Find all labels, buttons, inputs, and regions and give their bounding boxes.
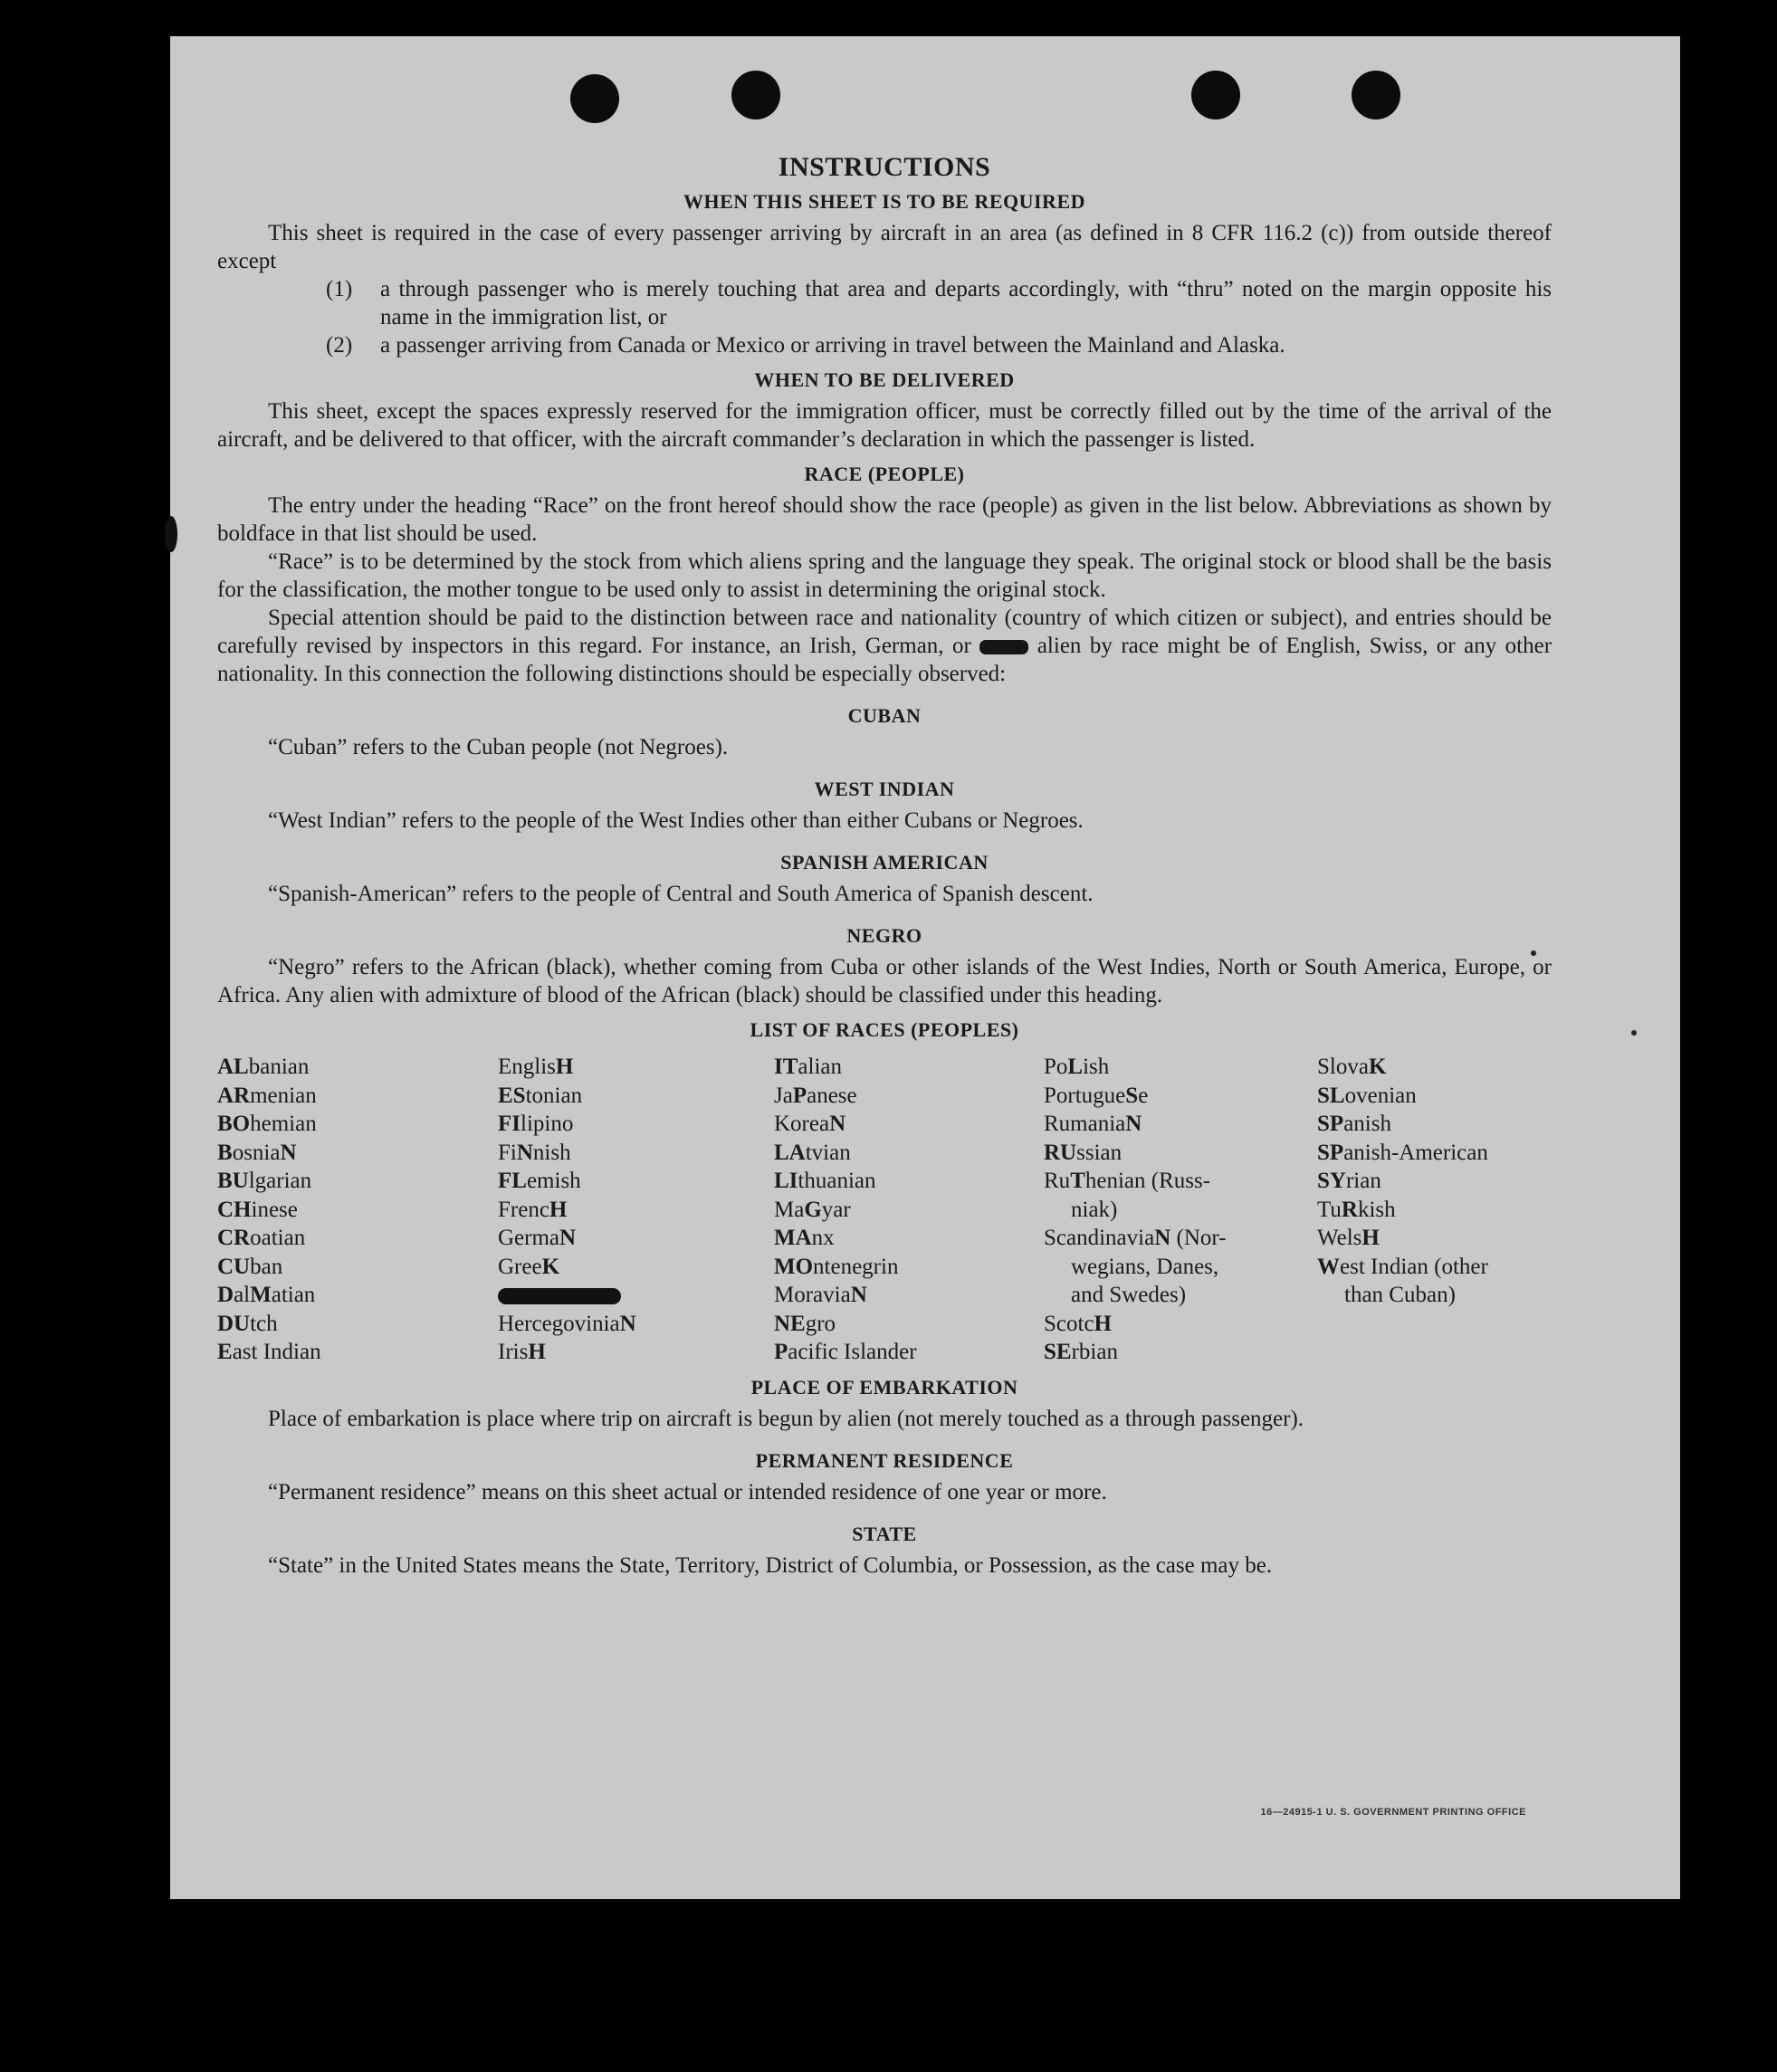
punch-hole	[1352, 71, 1400, 119]
punch-hole	[1191, 71, 1240, 119]
race-entry	[1044, 1082, 1317, 1111]
race-entry	[1317, 1196, 1552, 1225]
race-text: Tu	[1317, 1197, 1342, 1222]
race-text: and Swedes)	[1071, 1283, 1187, 1307]
race-text: rian	[1345, 1169, 1381, 1193]
races-column	[498, 1053, 774, 1367]
section-heading: WEST INDIAN	[814, 778, 955, 800]
race-abbrev: AR	[217, 1083, 251, 1108]
race-text: kish	[1357, 1197, 1396, 1222]
document-sheet	[170, 36, 1680, 1899]
race-text: est Indian (other	[1340, 1254, 1488, 1279]
speck	[165, 516, 177, 552]
race-abbrev: CH	[217, 1197, 252, 1222]
race-abbrev: H	[528, 1340, 546, 1364]
race-abbrev: NE	[774, 1311, 806, 1336]
punch-hole	[570, 74, 619, 123]
race-entry	[1044, 1310, 1317, 1339]
race-text: e	[1138, 1083, 1149, 1108]
paragraph: This sheet, except the spaces expressly reserved for the immigration officer, must be correctly filled out by the time of the arrival of the aircraft, and be delivered to that officer, with the aircraft commander’s declaration in which the passenger is listed.	[217, 399, 1552, 452]
speck	[1631, 1030, 1637, 1036]
race-text: menian	[250, 1083, 317, 1108]
race-text: alian	[798, 1055, 842, 1079]
race-text: banian	[248, 1055, 310, 1079]
race-abbrev: L	[1067, 1055, 1084, 1079]
race-entry	[1044, 1053, 1317, 1082]
race-abbrev: FL	[498, 1169, 527, 1193]
race-text: lgarian	[248, 1169, 312, 1193]
section-heading: WHEN THIS SHEET IS TO BE REQUIRED	[683, 190, 1086, 213]
race-abbrev: AL	[217, 1055, 249, 1079]
race-text: gro	[805, 1311, 836, 1336]
race-entry	[217, 1082, 498, 1111]
race-text: atian	[271, 1283, 316, 1307]
race-text: Germa	[498, 1226, 560, 1250]
race-abbrev: CR	[217, 1226, 251, 1250]
race-abbrev: DU	[217, 1311, 251, 1336]
race-entry	[498, 1139, 774, 1168]
race-text: wegians, Danes,	[1071, 1254, 1219, 1279]
race-abbrev: H	[1094, 1311, 1112, 1336]
race-abbrev: LA	[774, 1140, 806, 1165]
race-entry	[498, 1310, 774, 1339]
race-text: acific Islander	[788, 1340, 917, 1364]
race-entry	[498, 1281, 774, 1310]
race-entry	[774, 1082, 1044, 1111]
race-abbrev: BU	[217, 1169, 249, 1193]
paragraph	[217, 604, 1552, 688]
race-text: ntenegrin	[813, 1254, 899, 1279]
race-entry	[1317, 1082, 1552, 1111]
race-abbrev: RU	[1044, 1140, 1077, 1165]
section-heading: WHEN TO BE DELIVERED	[754, 368, 1015, 391]
race-abbrev: BO	[217, 1112, 251, 1136]
paragraph: “Spanish-American” refers to the people of Central and South America of Spanish descent.	[268, 882, 1094, 906]
race-text: niak)	[1071, 1197, 1118, 1222]
item-number: (1)	[326, 277, 353, 301]
section-heading: LIST OF RACES (PEOPLES)	[750, 1018, 1019, 1041]
race-entry	[498, 1053, 774, 1082]
race-entry	[1317, 1253, 1552, 1282]
item-number: (2)	[326, 333, 353, 358]
race-entry	[1044, 1253, 1317, 1282]
race-abbrev: H	[549, 1197, 568, 1222]
race-text: Ma	[774, 1197, 805, 1222]
paragraph: “Negro” refers to the African (black), whether coming from Cuba or other islands of the West Indies, North or South America, Europe, or Africa. Any alien with admixture of blood of the African (black) should be classified under this heading.	[217, 955, 1552, 1007]
race-text: ast Indian	[232, 1340, 321, 1364]
race-entry	[498, 1338, 774, 1367]
page-title: INSTRUCTIONS	[778, 152, 991, 182]
race-text: Ru	[1044, 1169, 1071, 1193]
race-entry	[1044, 1139, 1317, 1168]
race-abbrev: S	[1125, 1083, 1139, 1108]
race-text: Gree	[498, 1254, 542, 1279]
race-text: nish	[532, 1140, 571, 1165]
race-text: thuanian	[798, 1169, 876, 1193]
race-entry	[1044, 1167, 1317, 1196]
race-text: Hercegovinia	[498, 1311, 620, 1336]
race-entry	[774, 1253, 1044, 1282]
race-entry	[1044, 1224, 1317, 1253]
section-heading: STATE	[852, 1522, 917, 1545]
race-abbrev: SY	[1317, 1169, 1346, 1193]
race-text: Korea	[774, 1112, 830, 1136]
paragraph: “Permanent residence” means on this sheet actual or intended residence of one year or more.	[268, 1479, 1107, 1504]
race-text: Frenc	[498, 1197, 549, 1222]
race-abbrev: N	[280, 1140, 297, 1165]
race-text: henian (Russ-	[1084, 1169, 1211, 1193]
paragraph-part: Special attention should be paid to the distinction between race and nationality (country of which citizen or subject), and entries should be carefully revised by inspectors in this regard. For instance, an Irish, German, or	[217, 606, 1552, 658]
race-abbrev: D	[217, 1283, 234, 1307]
race-entry	[1044, 1281, 1317, 1310]
race-abbrev: ES	[498, 1083, 526, 1108]
race-text: ovenian	[1344, 1083, 1417, 1108]
race-entry	[217, 1310, 498, 1339]
section-heading: PERMANENT RESIDENCE	[755, 1448, 1014, 1472]
race-text: nx	[811, 1226, 835, 1250]
redaction-mark	[979, 640, 1028, 654]
race-entry	[774, 1281, 1044, 1310]
race-entry	[1317, 1224, 1552, 1253]
race-entry	[498, 1224, 774, 1253]
race-abbrev: SE	[1044, 1340, 1072, 1364]
race-entry	[774, 1110, 1044, 1139]
race-abbrev: CU	[217, 1254, 251, 1279]
printing-office-code: 16—24915-1 U. S. GOVERNMENT PRINTING OFFICE	[1260, 1807, 1526, 1818]
race-entry	[774, 1053, 1044, 1082]
race-abbrev: N	[516, 1140, 533, 1165]
list-item	[217, 331, 1552, 359]
punch-hole	[731, 71, 780, 119]
paragraph: “West Indian” refers to the people of the West Indies other than either Cubans or Negroes.	[268, 808, 1084, 833]
race-abbrev: N	[559, 1226, 577, 1250]
race-entry	[1317, 1139, 1552, 1168]
race-abbrev: P	[774, 1340, 788, 1364]
item-text: a through passenger who is merely touching that area and departs accordingly, with “thru” noted on the margin opposite his name in the immigration list, or	[380, 277, 1552, 329]
race-text: Iris	[498, 1340, 529, 1364]
race-text: tch	[250, 1311, 278, 1336]
race-entry	[1044, 1338, 1317, 1367]
race-entry	[217, 1167, 498, 1196]
section-heading: CUBAN	[847, 704, 922, 727]
race-entry	[217, 1110, 498, 1139]
races-list	[217, 1053, 1552, 1367]
race-abbrev: N	[1154, 1226, 1171, 1250]
race-text: emish	[526, 1169, 581, 1193]
race-entry	[498, 1253, 774, 1282]
race-text: yar	[821, 1197, 851, 1222]
race-text: Slova	[1317, 1055, 1369, 1079]
race-entry	[217, 1196, 498, 1225]
race-text: rbian	[1071, 1340, 1118, 1364]
race-entry	[217, 1281, 498, 1310]
race-abbrev: M	[250, 1283, 272, 1307]
race-abbrev: H	[555, 1055, 574, 1079]
race-text: al	[234, 1283, 251, 1307]
race-abbrev: N	[1125, 1112, 1142, 1136]
race-text: Portugue	[1044, 1083, 1126, 1108]
section-heading: RACE (PEOPLE)	[804, 463, 965, 485]
race-text: Wels	[1317, 1226, 1362, 1250]
races-column	[1044, 1053, 1317, 1367]
race-abbrev: T	[1070, 1169, 1085, 1193]
race-abbrev: FI	[498, 1112, 521, 1136]
race-text: than Cuban)	[1344, 1283, 1456, 1307]
race-text: osnia	[232, 1140, 281, 1165]
race-text: anish-American	[1343, 1140, 1488, 1165]
race-text: ssian	[1076, 1140, 1123, 1165]
races-column	[774, 1053, 1044, 1367]
paragraph: “Cuban” refers to the Cuban people (not Negroes).	[268, 735, 729, 759]
race-entry	[1317, 1110, 1552, 1139]
race-text: anish	[1343, 1112, 1391, 1136]
race-abbrev: H	[1361, 1226, 1380, 1250]
race-entry	[1044, 1196, 1317, 1225]
race-abbrev: E	[217, 1340, 233, 1364]
race-entry	[1317, 1281, 1552, 1310]
list-item	[217, 275, 1552, 331]
race-abbrev: IT	[774, 1055, 798, 1079]
race-text: Po	[1044, 1055, 1068, 1079]
race-abbrev: K	[1368, 1055, 1387, 1079]
race-abbrev: SP	[1317, 1112, 1344, 1136]
race-text: Moravia	[774, 1283, 851, 1307]
race-entry	[217, 1338, 498, 1367]
race-abbrev: G	[804, 1197, 822, 1222]
race-abbrev: MA	[774, 1226, 812, 1250]
race-entry	[498, 1082, 774, 1111]
race-text: ish	[1083, 1055, 1110, 1079]
paragraph-part: alien by race might be of English, Swiss, or any other nationality. In this connection the following distinctions should be especially observed:	[217, 634, 1552, 686]
race-abbrev: MO	[774, 1254, 814, 1279]
race-entry	[774, 1224, 1044, 1253]
race-text: tvian	[805, 1140, 851, 1165]
race-text: ban	[250, 1254, 283, 1279]
race-text: oatian	[250, 1226, 306, 1250]
race-entry	[217, 1053, 498, 1082]
races-column	[1317, 1053, 1552, 1367]
race-entry	[498, 1196, 774, 1225]
race-abbrev: W	[1317, 1254, 1340, 1279]
race-text: Ja	[774, 1083, 793, 1108]
race-text: inese	[251, 1197, 298, 1222]
race-entry	[498, 1167, 774, 1196]
race-abbrev: P	[792, 1083, 807, 1108]
race-abbrev: SL	[1317, 1083, 1345, 1108]
race-text: Fi	[498, 1140, 517, 1165]
race-abbrev: B	[217, 1140, 233, 1165]
section-heading: SPANISH AMERICAN	[780, 851, 989, 874]
item-text: a passenger arriving from Canada or Mexico or arriving in travel between the Mainland and Alaska.	[380, 333, 1285, 358]
race-text: Scotc	[1044, 1311, 1094, 1336]
race-abbrev: SP	[1317, 1140, 1344, 1165]
section-heading: NEGRO	[846, 924, 922, 947]
race-entry	[774, 1196, 1044, 1225]
race-abbrev: LI	[774, 1169, 798, 1193]
race-abbrev: N	[829, 1112, 846, 1136]
paragraph: This sheet is required in the case of every passenger arriving by aircraft in an area (as defined in 8 CFR 116.2 (c)) from outside thereof except	[217, 221, 1552, 273]
race-entry	[774, 1310, 1044, 1339]
race-entry	[1317, 1053, 1552, 1082]
race-entry	[1317, 1167, 1552, 1196]
paragraph: “Race” is to be determined by the stock from which aliens spring and the language they speak. The original stock or blood shall be the basis for the classification, the mother tongue to be used only to assist in determining the original stock.	[217, 549, 1552, 602]
race-abbrev: K	[541, 1254, 560, 1279]
redaction-mark	[498, 1288, 621, 1304]
race-text: hemian	[250, 1112, 317, 1136]
paragraph: The entry under the heading “Race” on the front hereof should show the race (people) as given in the list below. Abbreviations as shown by boldface in that list should be used.	[217, 493, 1552, 546]
race-entry	[774, 1167, 1044, 1196]
race-text: Englis	[498, 1055, 556, 1079]
race-text: tonian	[525, 1083, 583, 1108]
race-entry	[1044, 1110, 1317, 1139]
section-heading: PLACE OF EMBARKATION	[750, 1375, 1018, 1399]
paragraph: “State” in the United States means the State, Territory, District of Columbia, or Possession, as the case may be.	[268, 1552, 1273, 1578]
race-entry	[217, 1139, 498, 1168]
race-text: anese	[807, 1083, 857, 1108]
race-entry	[217, 1224, 498, 1253]
race-text: Scandinavia	[1044, 1226, 1155, 1250]
instructions-content	[217, 152, 1552, 1580]
race-abbrev: N	[850, 1283, 867, 1307]
race-text: Rumania	[1044, 1112, 1126, 1136]
paragraph: Place of embarkation is place where trip on aircraft is begun by alien (not merely touched as a through passenger).	[268, 1406, 1304, 1431]
race-entry	[774, 1338, 1044, 1367]
race-text: lipino	[521, 1112, 574, 1136]
race-entry	[498, 1110, 774, 1139]
race-abbrev: R	[1341, 1197, 1358, 1222]
race-abbrev: N	[619, 1311, 636, 1336]
race-text: (Nor-	[1170, 1226, 1227, 1250]
race-entry	[217, 1253, 498, 1282]
races-column	[217, 1053, 498, 1367]
race-entry	[774, 1139, 1044, 1168]
